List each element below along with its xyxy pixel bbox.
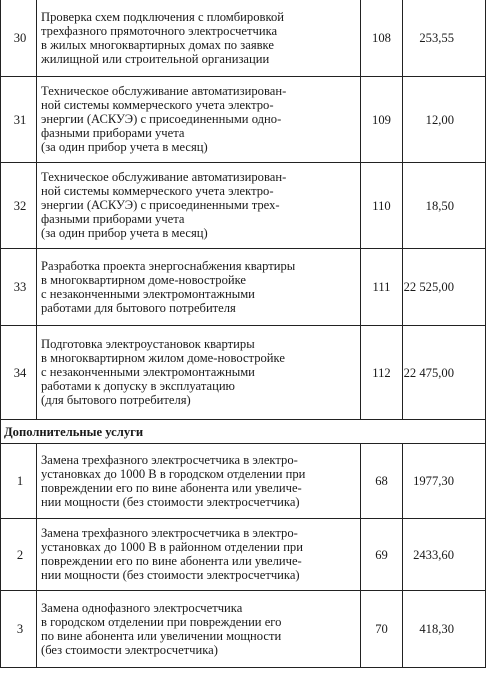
description-line: фазными приборами учета [41, 212, 185, 226]
description-line: Подготовка электроустановок квартиры [41, 337, 255, 351]
service-description [37, 591, 361, 668]
row-number: 31 [1, 77, 37, 163]
description-line: работами для бытового потребителя [41, 300, 236, 315]
service-description [37, 77, 361, 163]
description-line: с незаконченными электромонтажными [41, 286, 255, 301]
description-line: установках до 1000 В в районном отделении при [41, 540, 303, 554]
service-price: 22 475,00 [403, 326, 486, 420]
table-row [1, 326, 486, 420]
service-code: 110 [361, 163, 403, 249]
description-line: Техническое обслуживание автоматизирован- [41, 84, 287, 98]
service-price: 1977,30 [403, 444, 486, 519]
service-description [37, 519, 361, 591]
service-code: 111 [361, 249, 403, 326]
table-row [1, 77, 486, 163]
section-row [1, 420, 486, 444]
description-line: повреждении его по вине абонента или увеличе- [41, 554, 302, 568]
description-line: в жилых многоквартирных домах по заявке [41, 37, 274, 52]
description-line: установках до 1000 В в городском отделении при [41, 466, 306, 481]
description-line: Замена трехфазного электросчетчика в электро- [41, 452, 298, 467]
service-code: 108 [361, 0, 403, 77]
description-line: повреждении его по вине абонента или увеличе- [41, 480, 302, 495]
section-heading: Дополнительные услуги [1, 420, 486, 444]
table-body [1, 0, 486, 668]
description-line: работами к допуску в эксплуатацию [41, 379, 235, 393]
description-line: Замена трехфазного электросчетчика в электро- [41, 526, 298, 540]
service-code: 112 [361, 326, 403, 420]
service-price: 12,00 [403, 77, 486, 163]
service-code: 68 [361, 444, 403, 519]
service-price: 22 525,00 [403, 249, 486, 326]
description-line: нии мощности (без стоимости электросчетчика) [41, 494, 300, 509]
table-row [1, 444, 486, 519]
row-number: 34 [1, 326, 37, 420]
description-line: (для бытового потребителя) [41, 393, 191, 407]
row-number: 2 [1, 519, 37, 591]
table-row [1, 249, 486, 326]
service-description [37, 444, 361, 519]
description-line: фазными приборами учета [41, 126, 185, 140]
service-price: 253,55 [403, 0, 486, 77]
description-line: (за один прибор учета в месяц) [41, 226, 208, 240]
description-line: Проверка схем подключения с пломбировкой [41, 9, 284, 24]
row-number: 1 [1, 444, 37, 519]
description-line: трехфазного прямоточного электросчетчика [41, 23, 278, 38]
service-code: 69 [361, 519, 403, 591]
description-line: (без стоимости электросчетчика) [41, 642, 218, 657]
service-description [37, 326, 361, 420]
table-row [1, 0, 486, 77]
description-line: ной системы коммерческого учета электро- [41, 184, 274, 198]
row-number: 33 [1, 249, 37, 326]
description-line: в многоквартирном доме-новостройке [41, 272, 247, 287]
description-line: энергии (АСКУЭ) с присоединенными одно- [41, 112, 282, 126]
service-price: 2433,60 [403, 519, 486, 591]
description-line: в многоквартирном жилом доме-новостройке [41, 351, 285, 365]
service-price: 18,50 [403, 163, 486, 249]
service-code: 70 [361, 591, 403, 668]
description-line: Техническое обслуживание автоматизирован- [41, 170, 287, 184]
description-line: Замена однофазного электросчетчика [41, 600, 243, 615]
service-price: 418,30 [403, 591, 486, 668]
description-line: с незаконченными электромонтажными [41, 365, 255, 379]
description-line: нии мощности (без стоимости электросчетчика) [41, 568, 300, 582]
description-line: Разработка проекта энергоснабжения квартиры [41, 258, 296, 273]
description-line: (за один прибор учета в месяц) [41, 140, 208, 154]
table-row [1, 519, 486, 591]
description-line: ной системы коммерческого учета электро- [41, 98, 274, 112]
description-line: по вине абонента или увеличении мощности [41, 628, 282, 643]
description-line: жилищной или строительной организации [41, 51, 270, 66]
row-number: 30 [1, 0, 37, 77]
row-number: 32 [1, 163, 37, 249]
service-description [37, 0, 361, 77]
table-row [1, 163, 486, 249]
service-description [37, 163, 361, 249]
description-line: энергии (АСКУЭ) с присоединенными трех- [41, 198, 280, 212]
service-code: 109 [361, 77, 403, 163]
table-row [1, 591, 486, 668]
service-description [37, 249, 361, 326]
row-number: 3 [1, 591, 37, 668]
description-line: в городском отделении при повреждении его [41, 614, 282, 629]
